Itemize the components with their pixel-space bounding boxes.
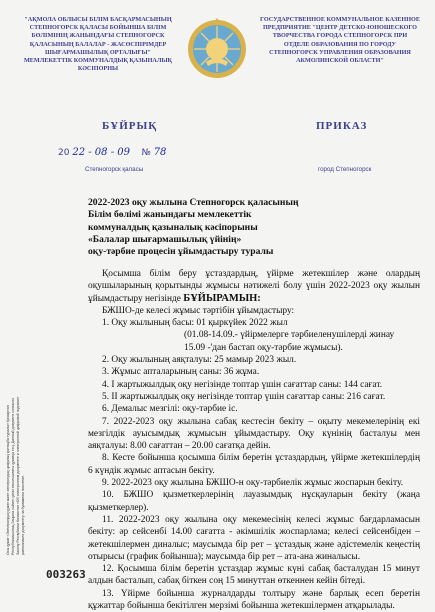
list-item: 2. Оқу жылының аяқталуы: 25 мамыр 2023 жыл. bbox=[102, 355, 297, 366]
city-kz: Степногорск қаласы bbox=[85, 166, 144, 173]
list-item: 3. Жұмыс апталарының саны: 36 жұма. bbox=[102, 367, 260, 378]
intro-paragraph bbox=[88, 268, 420, 305]
title-line: коммуналдық қазыналық кәсіпорыны bbox=[88, 221, 258, 233]
list-item: 8. Кесте бойынша қосымша білім беретін ұстаздардың, үйірме жетекшілердің 6 күндік жұмыс аптасын бекіту. bbox=[88, 453, 420, 476]
number-prefix: № bbox=[141, 148, 151, 158]
date-number-row bbox=[58, 147, 166, 158]
date-prefix: 20 bbox=[58, 148, 70, 158]
list-item: 7. 2022-2023 оқу жылына сабақ кестесін бекіту – оқыту мекемелерінің екі мезгілдік ауысымдық жұмысын ұйымдастыру. Оқу күнінің басталуы мен аяқталуы: 8.00 сағаттан – 20.00 сағатқа дейін. bbox=[88, 416, 420, 452]
list-item: 4. І жартыжылдық оқу негізінде топтар үшін сағаттар саны: 144 сағат. bbox=[102, 379, 383, 390]
side-legal-text: Осы құжат «Электрондық құжат және электрондық цифрлық қолтаңба туралы» Қазақстан Республикасының Заңына сәйкес қағаз тасығыштағы құжатқа тең. Данный документ согласно Закону Республики Казахстан «Об электронном документе и электронной цифровой подписи» равнозначен документу на бумажном носителе. bbox=[6, 396, 25, 555]
lead-line: БЖШО-де келесі жұмыс тәртібін ұйымдастыру: bbox=[102, 305, 295, 316]
list-item-sub: (01.08-14.09.- үйірмелерге тәрбиеленушілерді жинау bbox=[184, 330, 395, 341]
doc-type-kz: БҰЙРЫҚ bbox=[102, 120, 158, 132]
city-ru: город Степногорск bbox=[318, 166, 372, 173]
decision-word: БҰЙЫРАМЫН: bbox=[183, 292, 261, 304]
list-item: 1. Оқу жылының басы: 01 қыркүйек 2022 жыл bbox=[102, 318, 288, 329]
list-item: 12. Қосымша білім беретін ұстаздар жұмыс күні сабақ басталудан 15 минут алдын басталып, сабақ біткен соң 15 минуттан өткеннен кейін бітеді. bbox=[88, 564, 420, 587]
title-line: оқу-тәрбие процесін ұйымдастыру туралы bbox=[88, 246, 274, 258]
list-item: 6. Демалыс мезгілі: оқу-тәрбие іс. bbox=[102, 404, 238, 415]
title-line: «Балалар шығармашылық үйінің» bbox=[88, 233, 242, 245]
list-item: 10. БЖШО қызметкерлерінің лауазымдық нұсқауларын бекіту (жаңа қызметкерлер). bbox=[88, 490, 420, 513]
doc-type-ru: ПРИКАЗ bbox=[316, 120, 368, 132]
date-handwritten: 22 - 08 - 09 bbox=[72, 147, 130, 158]
number-handwritten: 78 bbox=[153, 147, 167, 158]
intro-text: Қосымша білім беру ұстаздардың, үйірме жетекшілер және олардың оқушыларының қорытынды жұмысы нәтижелі болу үшін 2022-2023 оқу жылын ұйымдастыру негізінде bbox=[88, 269, 420, 304]
header-org-kz: "АҚМОЛА ОБЛЫСЫ БІЛІМ БАСҚАРМАСЫНЫҢ СТЕПНОГОРСК ҚАЛАСЫ БОЙЫНША БІЛІМ БӨЛІМІНІҢ ЖАНЫНДАҒЫ СТЕПНОГОРСК ҚАЛАСЫНЫҢ БАЛАЛАР - ЖАСӨСПІРІМДЕР ШЫҒАРМАШЫЛЫҚ ОРТАЛЫҒЫ" МЕМЛЕКЕТТІК КОММУНАЛДЫҚ ҚАЗЫНАЛЫҚ КӘСІПОРНЫ bbox=[23, 16, 173, 73]
title-line: Білім бөлімі жанындағы мемлекеттік bbox=[88, 209, 252, 221]
list-item-sub: 15.09 -'дан бастап оқу-тәрбие жұмысы). bbox=[184, 342, 343, 353]
registration-number: 003263 bbox=[46, 568, 86, 581]
list-item: 13. Үйірме бойынша журналдарды толтыру және барлық есеп беретін құжаттар бойынша бекітілген мерзімі бойынша жетекшілермен атқарылады. bbox=[88, 588, 420, 612]
list-item: 9. 2022-2023 оқу жылына БЖШО-н оқу-тәрбиелік жұмыс жоспарын бекіту. bbox=[102, 478, 404, 489]
list-item: 11. 2022-2023 оқу жылына оқу мекемесінің келесі жұмыс бағдарламасын бекіту: әр сейсенбі 14.00 сағатта - әкімшілік жоспарлама; келесі сейсенбіден – жетекшілермен диналыс; маусымда бір рет – ұстаздық және әдістемелік кеңестің отырысы (график бойынша); маусымда бір рет – ата-ана жиналысы. bbox=[88, 514, 420, 562]
order-title bbox=[88, 197, 408, 258]
header-org-ru: ГОСУДАРСТВЕННОЕ КОММУНАЛЬНОЕ КАЗЕННОЕ ПРЕДПРИЯТИЕ "ЦЕНТР ДЕТСКО-ЮНОШЕСКОГО ТВОРЧЕСТВА ГОРОДА СТЕПНОГОРСК ПРИ ОТДЕЛЕ ОБРАЗОВАНИЯ ПО ГОРОДУ СТЕПНОГОРСК УПРАВЛЕНИЯ ОБРАЗОВАНИЯ АКМОЛИНСКОЙ ОБЛАСТИ" bbox=[260, 16, 420, 65]
list-item: 5. ІІ жартыжылдық оқу негізінде топтар үшін сағаттар саны: 216 сағат. bbox=[102, 391, 386, 402]
title-line: 2022-2023 оқу жылына Степногорск қаласының bbox=[88, 197, 299, 208]
order-body bbox=[88, 268, 420, 612]
state-emblem-icon bbox=[186, 18, 248, 80]
